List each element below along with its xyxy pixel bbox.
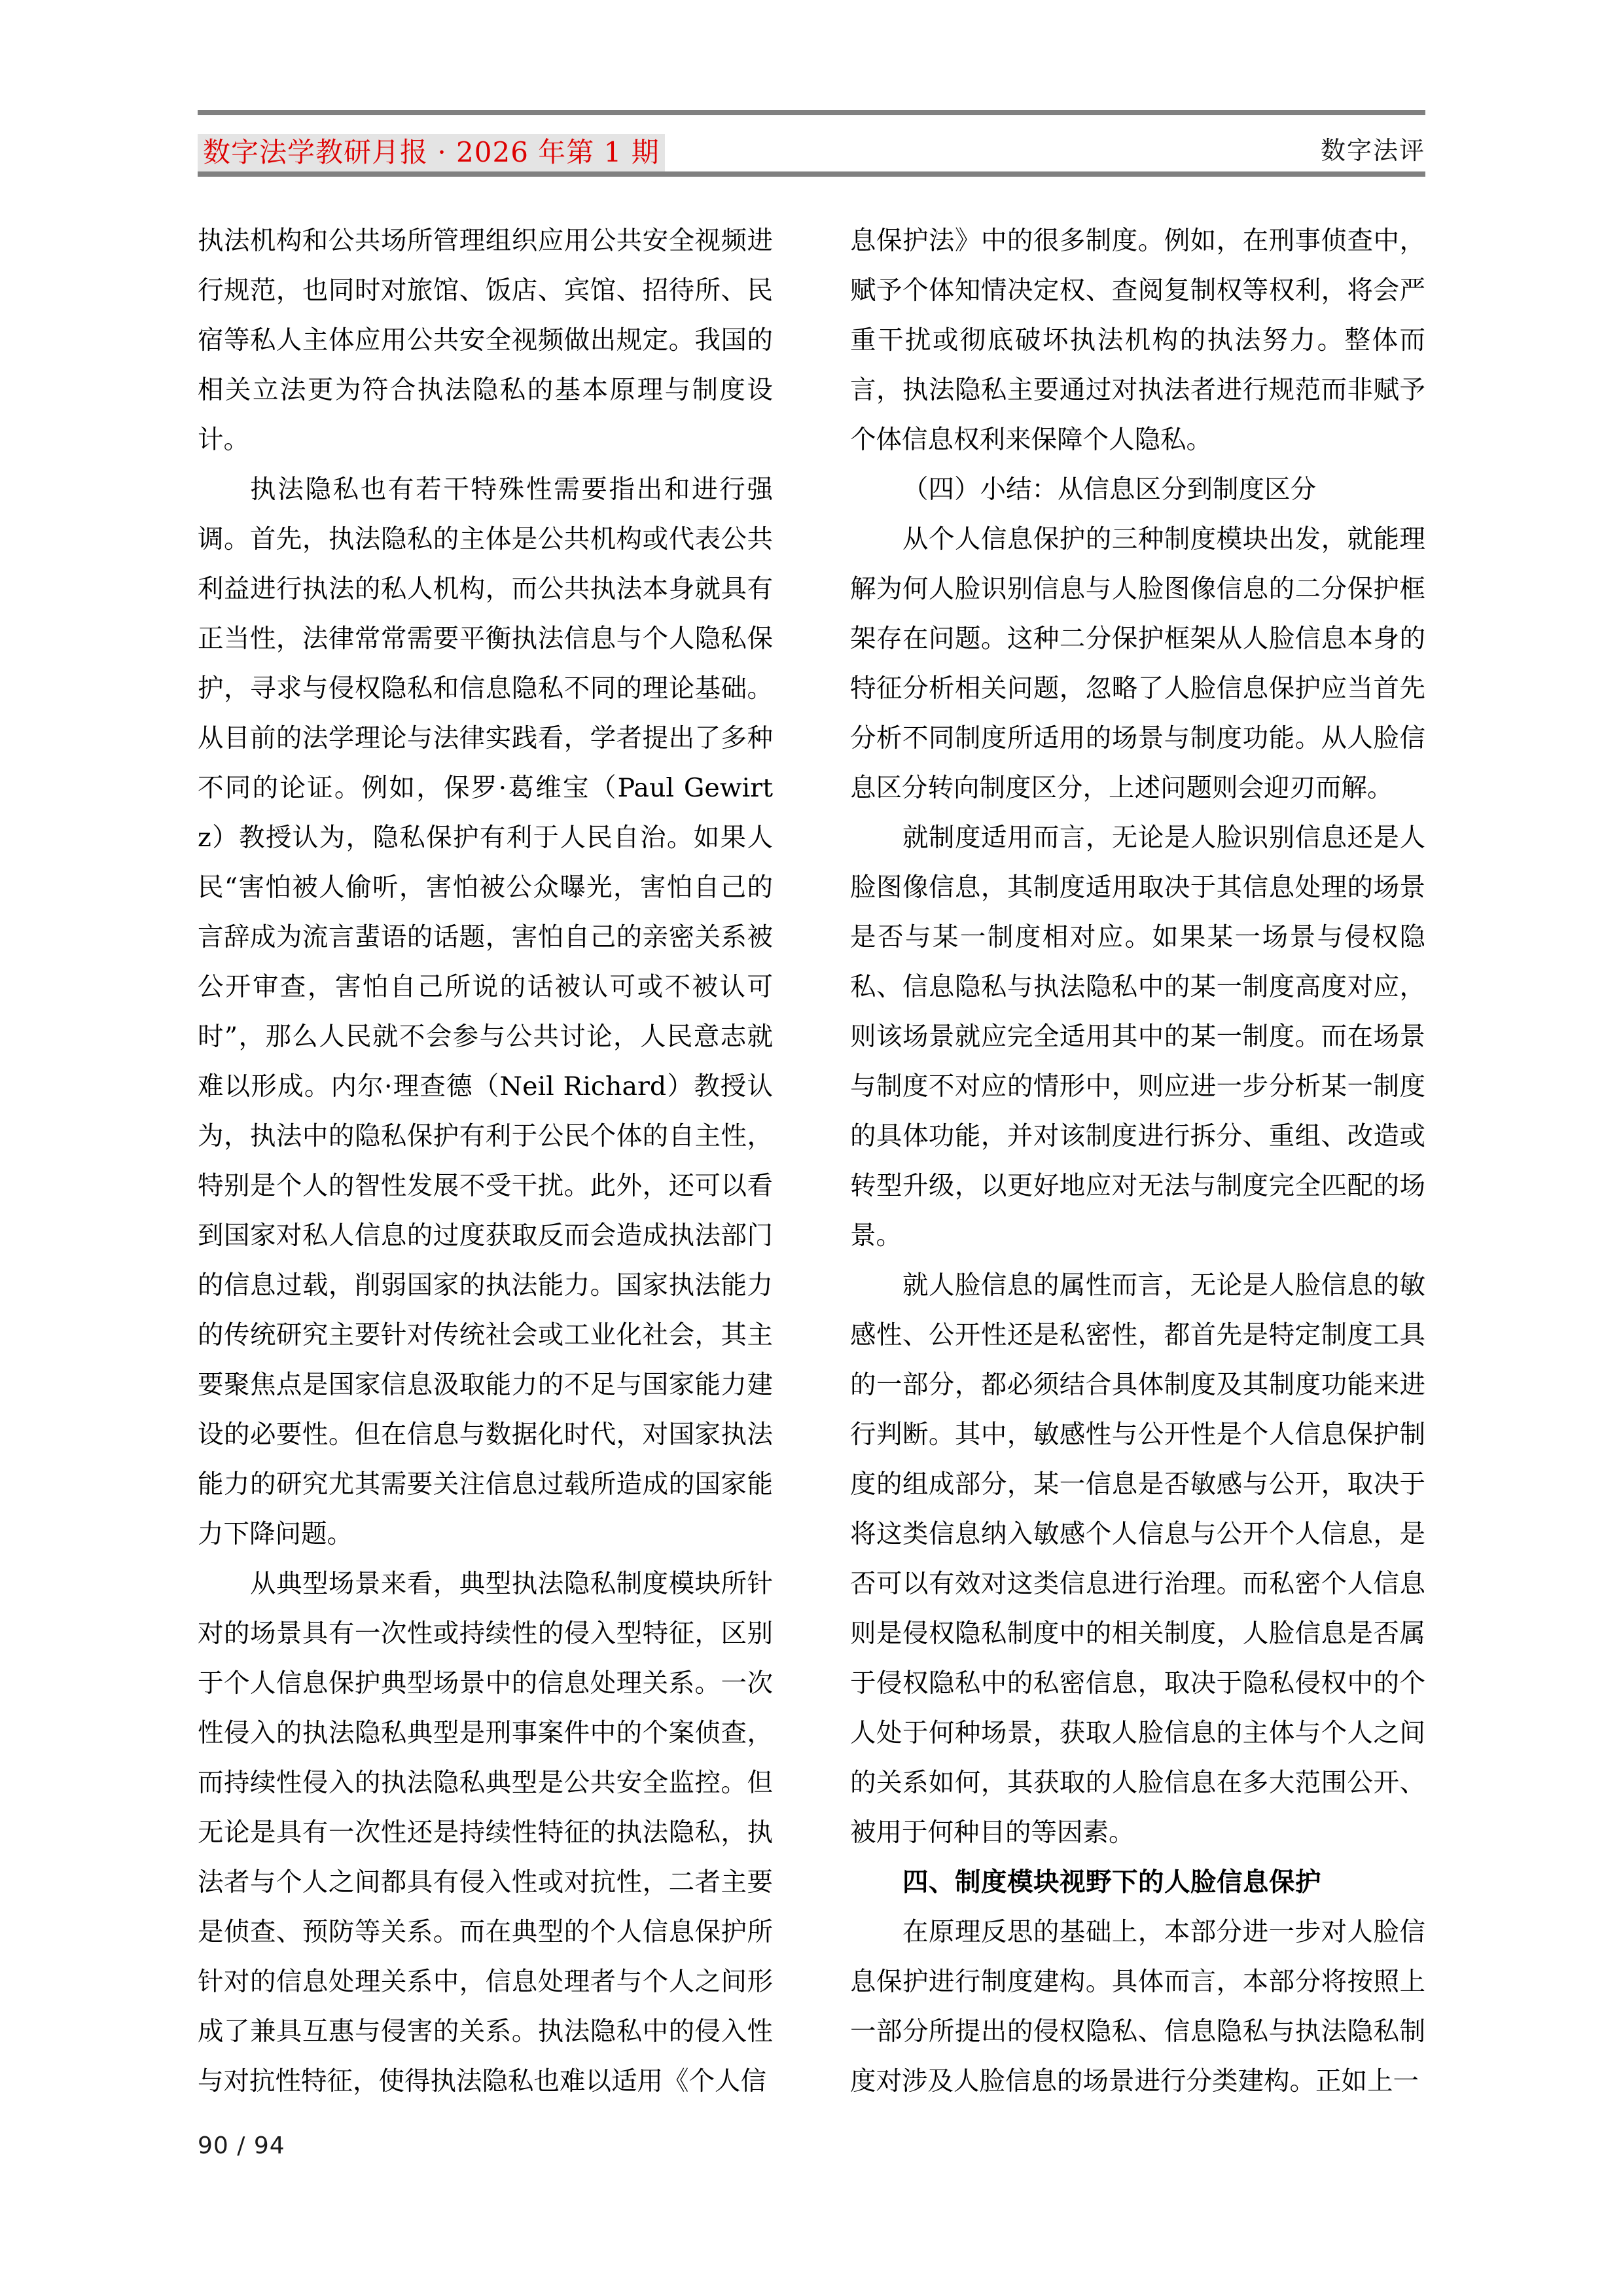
page-footer: [198, 2132, 1425, 2159]
paragraph: 从个人信息保护的三种制度模块出发，就能理解为何人脸识别信息与人脸图像信息的二分保护框架存在问题。这种二分保护框架从人脸信息本身的特征分析相关问题，忽略了人脸信息保护应当首先分析不同制度所适用的场景与制度功能。从人脸信息区分转向制度区分，上述问题则会迎刃而解。: [850, 524, 1425, 803]
paragraph: 就制度适用而言，无论是人脸识别信息还是人脸图像信息，其制度适用取决于其信息处理的场景是否与某一制度相对应。如果某一场景与侵权隐私、信息隐私与执法隐私中的某一制度高度对应，则该场景就应完全适用其中的某一制度。而在场景与制度不对应的情形中，则应进一步分析某一制度的具体功能，并对该制度进行拆分、重组、改造或转型升级，以更好地应对无法与制度完全匹配的场景。: [850, 823, 1425, 1251]
right-column: [850, 216, 1425, 2106]
running-head: [198, 110, 1425, 177]
paragraph: 执法隐私也有若干特殊性需要指出和进行强调。首先，执法隐私的主体是公共机构或代表公共利益进行执法的私人机构，而公共执法本身就具有正当性，法律常常需要平衡执法信息与个人隐私保护，寻求与侵权隐私和信息隐私不同的理论基础。从目前的法学理论与法律实践看，学者提出了多种不同的论证。例如，保罗·葛维宝（Paul Gewirtz）教授认为，隐私保护有利于人民自治。如果人民“害怕被人偷听，害怕被公众曝光，害怕自己的言辞成为流言蜚语的话题，害怕自己的亲密关系被公开审查，害怕自己所说的话被认可或不被认可时”，那么人民就不会参与公共讨论，人民意志就难以形成。内尔·理查德（Neil Richard）教授认为，执法中的隐私保护有利于公民个体的自主性，特别是个人的智性发展不受干扰。此外，还可以看到国家对私人信息的过度获取反而会造成执法部门的信息过载，削弱国家的执法能力。国家执法能力的传统研究主要针对传统社会或工业化社会，其主要聚焦点是国家信息汲取能力的不足与国家能力建设的必要性。但在信息与数据化时代，对国家执法能力的研究尤其需要关注信息过载所造成的国家能力下降问题。: [198, 475, 773, 1549]
paragraph-continuation: 息保护法》中的很多制度。例如，在刑事侦查中，赋予个体知情决定权、查阅复制权等权利，将会严重干扰或彻底破坏执法机构的执法努力。整体而言，执法隐私主要通过对执法者进行规范而非赋予个体信息权利来保障个人隐私。: [850, 226, 1425, 455]
header-rule-top: [198, 110, 1425, 115]
paragraph: 从典型场景来看，典型执法隐私制度模块所针对的场景具有一次性或持续性的侵入型特征，区别于个人信息保护典型场景中的信息处理关系。一次性侵入的执法隐私典型是刑事案件中的个案侦查，而持续性侵入的执法隐私典型是公共安全监控。但无论是具有一次性还是持续性特征的执法隐私，执法者与个人之间都具有侵入性或对抗性，二者主要是侦查、预防等关系。而在典型的个人信息保护所针对的信息处理关系中，信息处理者与个人之间形成了兼具互惠与侵害的关系。执法隐私中的侵入性与对抗性特征，使得执法隐私也难以适用《个人信: [198, 1569, 773, 2096]
subsection-heading: （四）小结：从信息区分到制度区分: [902, 475, 1316, 505]
paragraph: 执法机构和公共场所管理组织应用公共安全视频进行规范，也同时对旅馆、饭店、宾馆、招待所、民宿等私人主体应用公共安全视频做出规定。我国的相关立法更为符合执法隐私的基本原理与制度设计。: [198, 226, 773, 455]
left-column: [198, 216, 773, 2106]
header-right-label: 数字法评: [1320, 136, 1425, 165]
paragraph: 在原理反思的基础上，本部分进一步对人脸信息保护进行制度建构。具体而言，本部分将按照上一部分所提出的侵权隐私、信息隐私与执法隐私制度对涉及人脸信息的场景进行分类建构。正如上一: [850, 1917, 1425, 2096]
page-number: 90 / 94: [198, 2132, 285, 2159]
body-columns: [198, 216, 1425, 2106]
header-rule-bottom: [198, 171, 1425, 177]
header-row: [198, 115, 1425, 171]
paragraph: 就人脸信息的属性而言，无论是人脸信息的敏感性、公开性还是私密性，都首先是特定制度工具的一部分，都必须结合具体制度及其制度功能来进行判断。其中，敏感性与公开性是个人信息保护制度的组成部分，某一信息是否敏感与公开，取决于将这类信息纳入敏感个人信息与公开个人信息，是否可以有效对这类信息进行治理。而私密个人信息则是侵权隐私制度中的相关制度，人脸信息是否属于侵权隐私中的私密信息，取决于隐私侵权中的个人处于何种场景，获取人脸信息的主体与个人之间的关系如何，其获取的人脸信息在多大范围公开、被用于何种目的等因素。: [850, 1270, 1425, 1848]
journal-title: 数字法学教研月报 · 2026 年第 1 期: [198, 134, 665, 171]
section-heading: 四、制度模块视野下的人脸信息保护: [902, 1867, 1321, 1897]
